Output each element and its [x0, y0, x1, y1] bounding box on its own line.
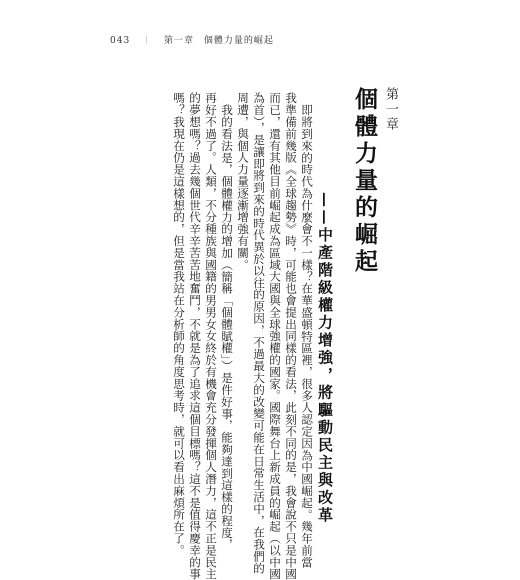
body-column: 的夢想嗎？過去幾個世代辛辛苦苦地奮鬥，不就是為了追求這個目標嗎？這不是值得慶幸的事 — [188, 92, 202, 580]
chapter-label: 第一章 — [383, 87, 398, 132]
page-number: 043 — [110, 36, 131, 46]
chapter-subtitle: ——中產階級權力增強，將驅動民主與改革 — [316, 192, 334, 525]
body-column: 而已，還有其他目前崛起成為區域大國與全球強權的國家。國際舞台上新成員的崛起（以中國 — [268, 92, 282, 580]
chapter-title: 個體力量的崛起 — [351, 87, 378, 276]
body-column: 再好不過了。人類，不分種族與國籍的男男女女終於有機會充分發揮個人潛力，這不正是民主 — [204, 92, 218, 580]
running-head-chapter-label: 第一章 — [163, 36, 194, 46]
running-head — [110, 33, 274, 46]
body-column: 嗎？我現在仍是這樣想的，但是當我站在分析師的角度思考時，就可以看出麻煩所在了。 — [172, 92, 186, 557]
body-column: 我的看法是，個體權力的增加（簡稱「個體賦權」）是件好事，能夠達到這樣的程度， — [220, 104, 234, 551]
body-column: 為首），是讓即將到來的時代異於以往的原因，不過最大的改變可能在日常生活中，在我們的 — [252, 92, 266, 575]
body-column: 即將到來的時代為什麼會不一樣？在華盛頓特區裡，很多人認定因為中國崛起。幾年前當 — [300, 104, 314, 569]
body-column: 周遭，與個人力量逐漸增強有關。 — [236, 92, 250, 271]
body-column: 我準備前幾版《全球趨勢》時，可能也會提出同樣的看法，此刻不同的是，我會說不只是中國 — [284, 92, 298, 580]
running-head-chapter-title: 個體力量的崛起 — [203, 36, 274, 46]
running-head-separator: ︱ — [142, 36, 153, 46]
